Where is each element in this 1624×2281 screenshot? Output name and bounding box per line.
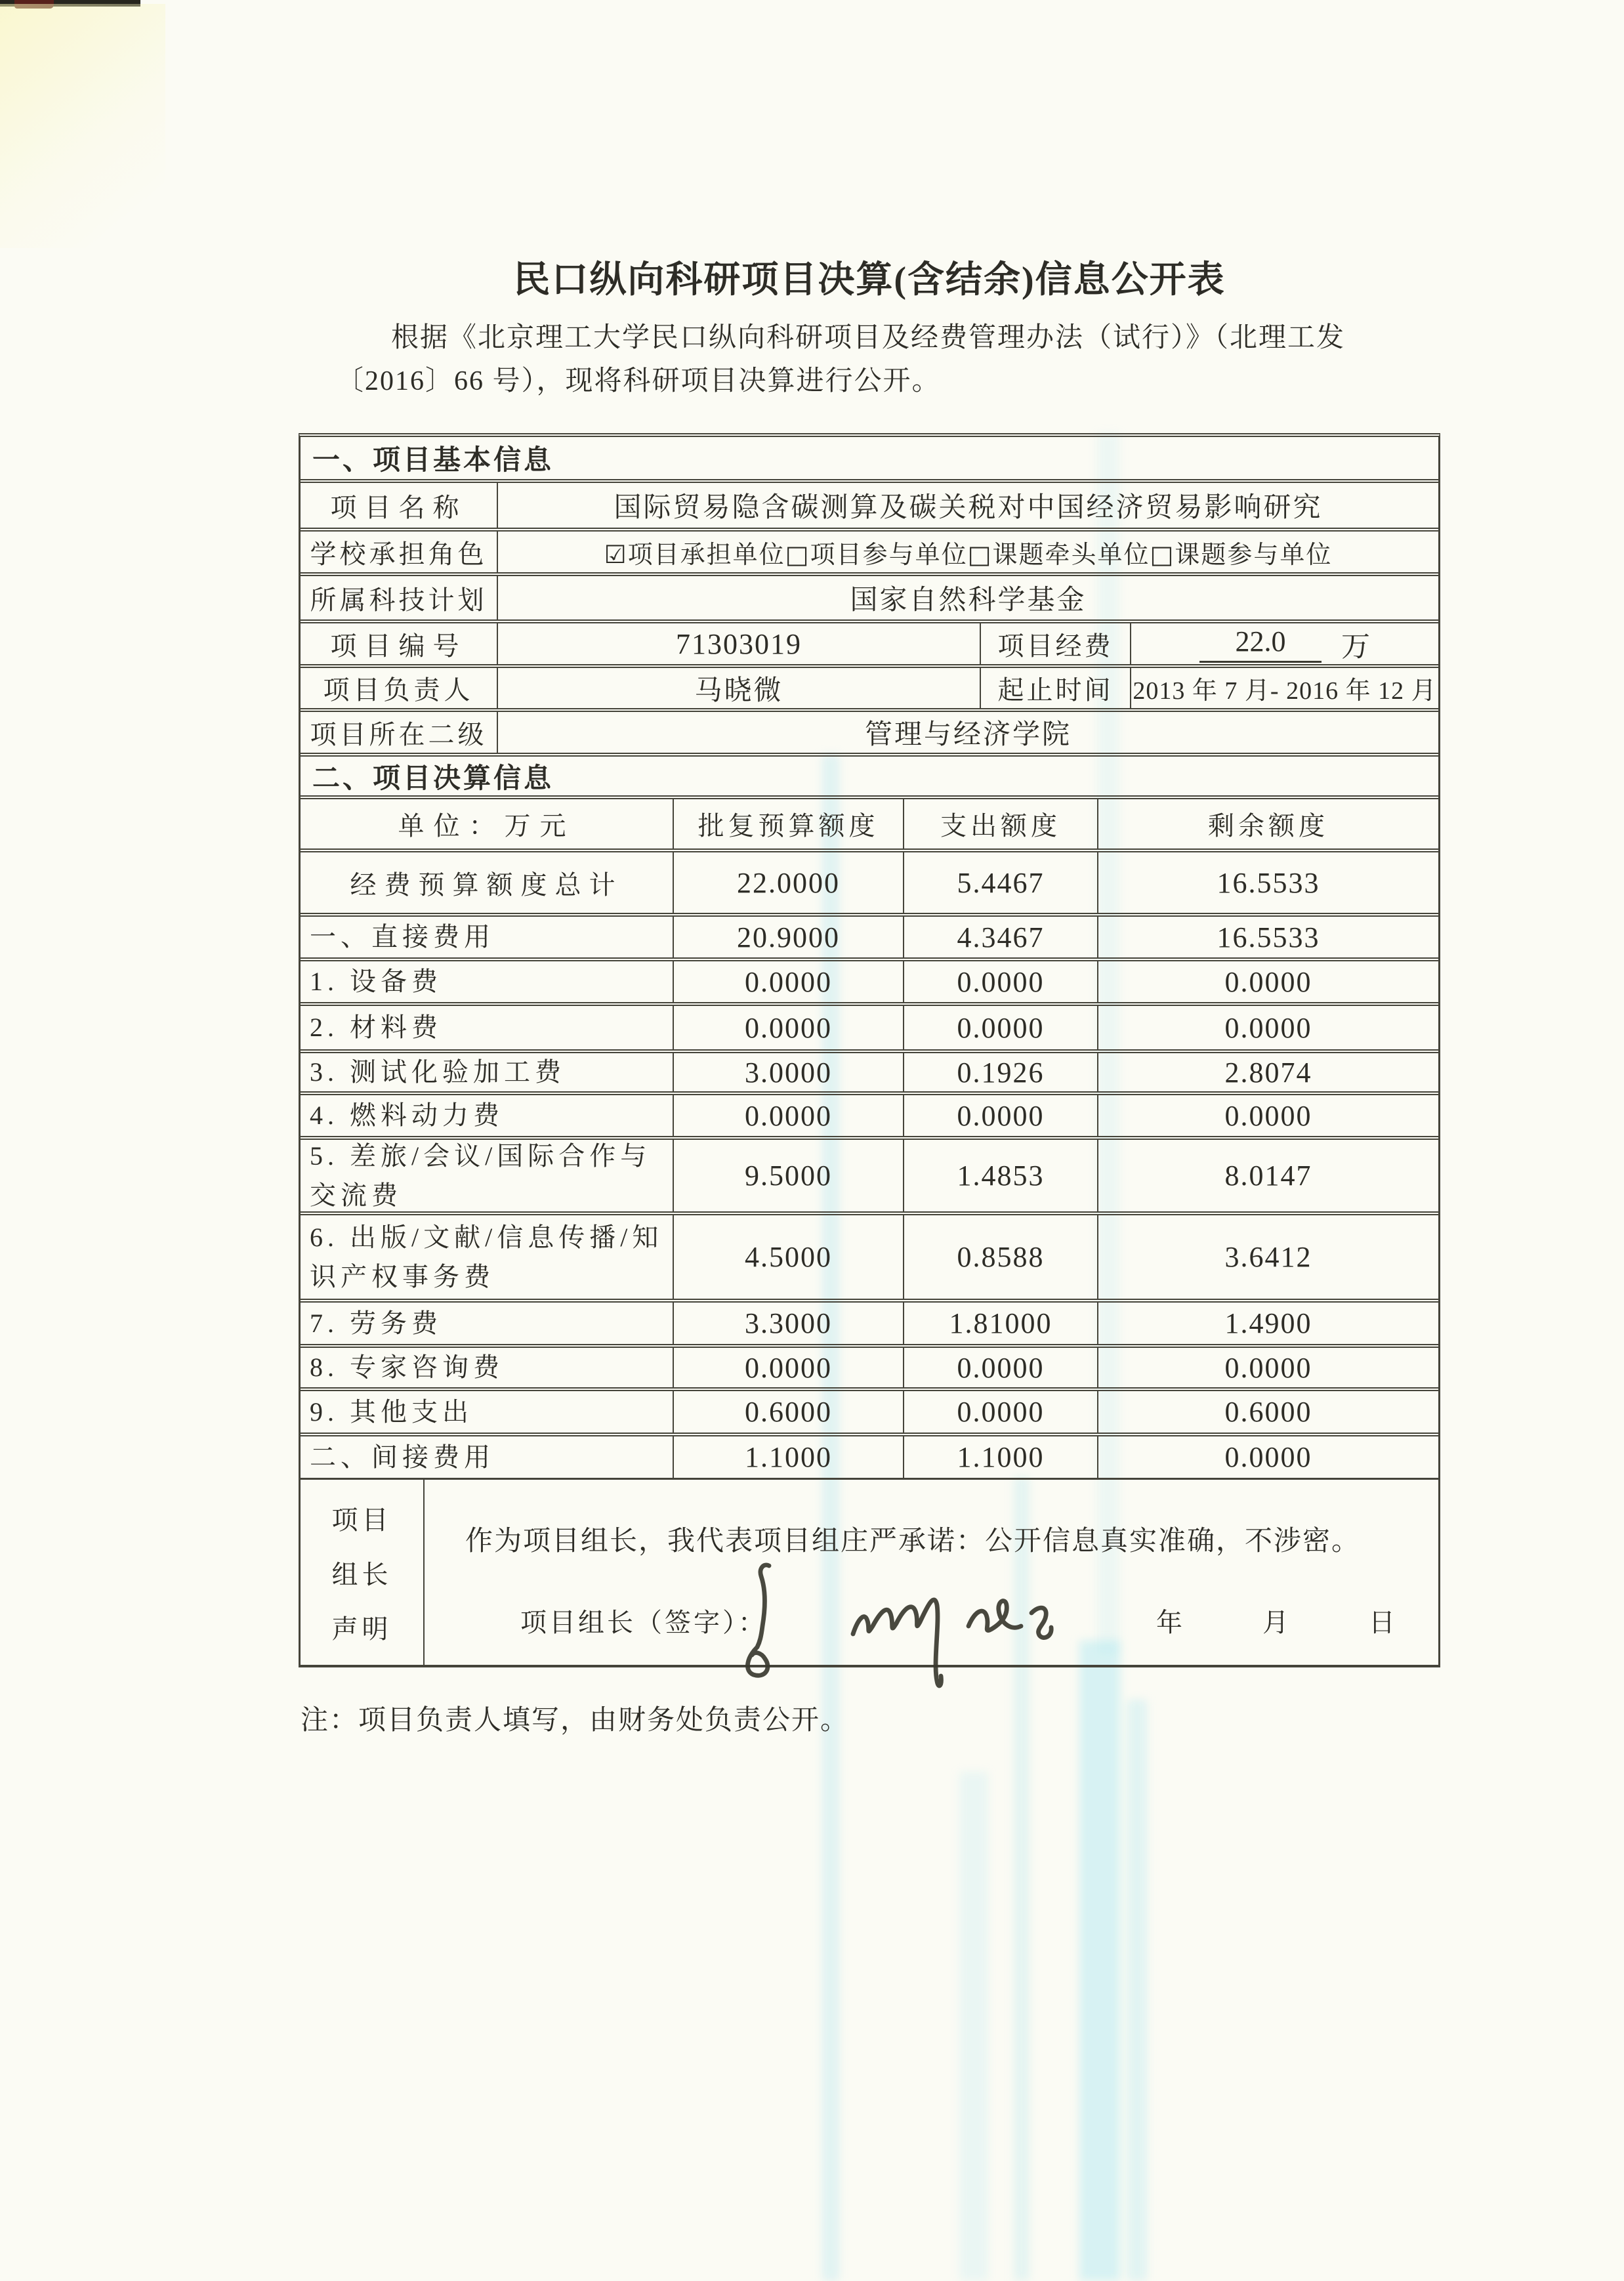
material-row (301, 1002, 1438, 1049)
day-label: 日 (1369, 1608, 1398, 1637)
project-leader-label: 项目负责人 (323, 675, 474, 705)
fee-label: 2. 材料费 (310, 1013, 442, 1042)
statement-label-line: 组长 (331, 1559, 392, 1589)
school-role-label: 学校承担角色 (310, 539, 488, 569)
remain-value: 0.0000 (1097, 1436, 1438, 1478)
program-label: 所属科技计划 (310, 585, 488, 615)
project-number-label: 项目编号 (330, 631, 467, 661)
spent-value: 0.8588 (903, 1215, 1097, 1299)
department-label: 项目所在二级 (310, 719, 488, 749)
col-remain-header: 剩余额度 (1097, 799, 1438, 848)
remain-value: 1.4900 (1097, 1303, 1438, 1344)
project-fund-value (1130, 623, 1438, 664)
section-basic-info-title: 一、项目基本信息 (312, 446, 554, 476)
fee-label: 4. 燃料动力费 (310, 1100, 504, 1130)
spent-value: 1.4853 (903, 1140, 1097, 1211)
spent-value: 0.0000 (903, 1348, 1097, 1387)
leader-statement-section (301, 1478, 1438, 1665)
fee-label: 1. 设备费 (310, 967, 442, 996)
scan-artifact-yellow-wash (0, 4, 165, 248)
project-leader-value: 马晓微 (497, 668, 980, 708)
budget-value: 4.5000 (673, 1215, 903, 1299)
project-name-label: 项目名称 (330, 492, 467, 522)
direct-cost-row (301, 913, 1438, 957)
project-name-row (301, 479, 1438, 528)
department-row (301, 708, 1438, 753)
fee-label: 5. 差旅/会议/国际合作与交流费 (310, 1140, 652, 1210)
intro-paragraph (336, 316, 1451, 403)
footer-note: 注：项目负责人填写，由财务处负责公开。 (301, 1706, 850, 1736)
final-table-header-row (301, 795, 1438, 848)
section-basic-info-header (301, 437, 1438, 479)
remain-value: 8.0147 (1097, 1140, 1438, 1211)
program-row (301, 572, 1438, 619)
spent-value: 0.1926 (903, 1053, 1097, 1091)
year-label: 年 (1156, 1608, 1185, 1637)
sign-label: 项目组长（签字）： (520, 1608, 767, 1637)
pledge-text: 作为项目组长，我代表项目组庄严承诺：公开信息真实准确，不涉密。 (465, 1526, 1361, 1557)
department-value: 管理与经济学院 (497, 712, 1438, 753)
remain-value: 0.0000 (1097, 1095, 1438, 1136)
spent-value: 5.4467 (903, 852, 1097, 913)
budget-value: 3.3000 (673, 1303, 903, 1344)
budget-value: 9.5000 (673, 1140, 903, 1211)
fund-unit: 万 (1341, 631, 1370, 663)
disclosure-table (299, 433, 1440, 1667)
intro-line-2: 〔2016〕66 号），现将科研项目决算进行公开。 (336, 366, 941, 396)
project-number-value: 71303019 (497, 623, 980, 664)
budget-value: 0.0000 (673, 961, 903, 1002)
remain-value: 0.6000 (1097, 1391, 1438, 1433)
fuel-power-row (301, 1091, 1438, 1136)
spent-value: 1.81000 (903, 1303, 1097, 1344)
project-leader-row (301, 664, 1438, 708)
project-name-value: 国际贸易隐含碳测算及碳关税对中国经济贸易影响研究 (497, 483, 1438, 528)
spent-value: 0.0000 (903, 1095, 1097, 1136)
statement-label (301, 1480, 423, 1665)
school-role-row (301, 528, 1438, 572)
section-final-info-header (301, 753, 1438, 795)
publication-row (301, 1211, 1438, 1299)
indirect-cost-row (301, 1433, 1438, 1478)
scan-artifact-streak (1127, 1700, 1147, 2281)
fee-label: 8. 专家咨询费 (310, 1352, 504, 1382)
travel-meeting-row (301, 1136, 1438, 1211)
expert-consult-row (301, 1344, 1438, 1387)
testing-row (301, 1049, 1438, 1091)
remain-value: 16.5533 (1097, 852, 1438, 913)
statement-label-line: 项目 (331, 1505, 392, 1535)
budget-value: 1.1000 (673, 1436, 903, 1478)
remain-value: 16.5533 (1097, 917, 1438, 957)
statement-label-line: 声明 (331, 1614, 392, 1644)
budget-value: 0.6000 (673, 1391, 903, 1433)
spent-value: 4.3467 (903, 917, 1097, 957)
remain-value: 0.0000 (1097, 1006, 1438, 1049)
period-value: 2013 年 7 月- 2016 年 12 月 (1130, 668, 1438, 708)
fee-label: 二、间接费用 (310, 1442, 495, 1472)
scan-artifact-streak (1079, 1641, 1120, 2281)
page-title: 民口纵向科研项目决算(含结余)信息公开表 (513, 260, 1226, 301)
remain-value: 2.8074 (1097, 1053, 1438, 1091)
project-number-row (301, 619, 1438, 664)
school-role-value: ☑项目承担单位□项目参与单位□课题牵头单位□课题参与单位 (497, 532, 1438, 572)
intro-line-1: 根据《北京理工大学民口纵向科研项目及经费管理办法（试行）》（北理工发 (391, 323, 1346, 353)
fee-label: 3. 测试化验加工费 (310, 1057, 566, 1087)
remain-value: 3.6412 (1097, 1215, 1438, 1299)
month-label: 月 (1262, 1608, 1291, 1637)
remain-value: 0.0000 (1097, 1348, 1438, 1387)
budget-value: 3.0000 (673, 1053, 903, 1091)
statement-body (423, 1480, 1438, 1665)
budget-value: 22.0000 (673, 852, 903, 913)
period-label: 起止时间 (980, 668, 1130, 708)
fee-label: 经费预算额度总计 (350, 869, 623, 900)
fee-label: 9. 其他支出 (310, 1396, 473, 1427)
spent-value: 0.0000 (903, 961, 1097, 1002)
spent-value: 0.0000 (903, 1391, 1097, 1433)
budget-value: 0.0000 (673, 1348, 903, 1387)
unit-label: 单位：万元 (398, 811, 575, 841)
signature-row (425, 1559, 1438, 1639)
col-budget-header: 批复预算额度 (673, 799, 903, 848)
spent-value: 0.0000 (903, 1006, 1097, 1049)
total-row (301, 848, 1438, 913)
remain-value: 0.0000 (1097, 961, 1438, 1002)
budget-value: 20.9000 (673, 917, 903, 957)
program-value: 国家自然科学基金 (497, 576, 1438, 619)
spent-value: 1.1000 (903, 1436, 1097, 1478)
other-expense-row (301, 1387, 1438, 1433)
col-spent-header: 支出额度 (903, 799, 1097, 848)
equipment-row (301, 957, 1438, 1002)
labor-row (301, 1299, 1438, 1344)
project-fund-label: 项目经费 (980, 623, 1130, 664)
scan-artifact-streak (959, 1772, 988, 2281)
fee-label: 7. 劳务费 (310, 1308, 442, 1338)
fee-label: 6. 出版/文献/信息传播/知识产权事务费 (310, 1222, 663, 1291)
budget-value: 0.0000 (673, 1095, 903, 1136)
fund-amount: 22.0 (1199, 625, 1322, 663)
fee-label: 一、直接费用 (310, 922, 495, 952)
budget-value: 0.0000 (673, 1006, 903, 1049)
section-final-info-title: 二、项目决算信息 (312, 763, 554, 794)
